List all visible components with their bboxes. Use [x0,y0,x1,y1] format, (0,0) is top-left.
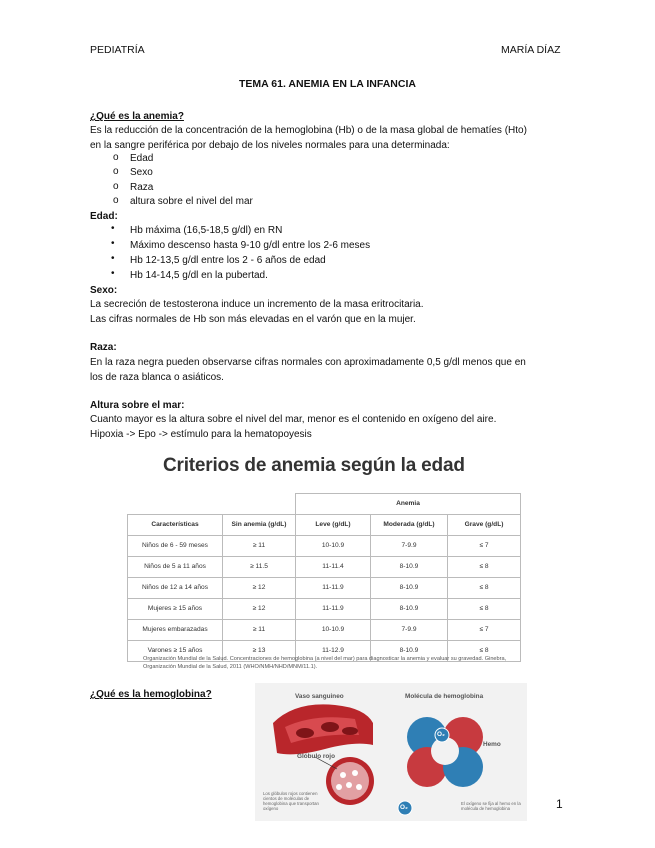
table-header: Leve (g/dL) [296,514,371,535]
list-item: Máximo descenso hasta 9-10 g/dl entre los 2-6 meses [130,240,371,251]
sexo-heading: Sexo: [90,285,118,296]
table-cell: Niños de 12 a 14 años [128,577,223,598]
altura-heading: Altura sobre el mar: [90,400,185,411]
table-cell: 8-10.9 [371,640,448,661]
circle-bullet-icon: o [113,181,119,192]
section-anemia-line2: en la sangre periférica por debajo de los niveles normales para una determinada: [90,140,450,151]
table-header: Grave (g/dL) [448,514,521,535]
circle-bullet-icon: o [113,152,119,163]
label-oxygen: O₂ [437,731,445,738]
list-item: Hb 14-14,5 g/dl en la pubertad. [130,270,268,281]
table-source: Organización Mundial de la Salud. Concentraciones de hemoglobina (a nivel del mar) para diagnosticar la anemia y evaluar su gravedad. Ginebra, Organización Mundial de la Salud, 2011 (WHO/NMH/NHD/MNM/11.1). [143,656,507,670]
table-row [128,619,521,640]
list-item: Hb 12-13,5 g/dl entre los 2 - 6 años de edad [130,255,326,266]
table-cell: ≤ 8 [448,640,521,661]
table-cell: ≥ 11 [223,535,296,556]
table-cell: ≤ 8 [448,598,521,619]
hemoglobin-illustration [255,683,527,821]
altura-line1: Cuanto mayor es la altura sobre el nivel del mar, menor es el contenido en oxígeno del aire. [90,414,497,425]
raza-line1: En la raza negra pueden observarse cifras normales con aproximadamente 0,5 g/dl menos que en [90,357,526,368]
label-red-cell: Glóbulo rojo [297,753,335,760]
table-cell: ≤ 8 [448,577,521,598]
section-hemoglobin-heading: ¿Qué es la hemoglobina? [90,689,212,700]
table-corner [223,494,296,515]
page-number: 1 [556,797,563,811]
header-right: MARÍA DÍAZ [501,44,561,56]
table-cell: ≤ 7 [448,535,521,556]
circle-bullet-icon: o [113,166,119,177]
table-header: Características [128,514,223,535]
table-cell: 8-10.9 [371,598,448,619]
criteria-table [127,493,521,662]
table-cell: Mujeres ≥ 15 años [128,598,223,619]
list-item: Edad [130,153,154,164]
raza-line2: los de raza blanca o asiáticos. [90,372,224,383]
label-oxygen: O₂ [400,804,408,811]
table-cell: 10-10.9 [296,619,371,640]
table-header: Sin anemia (g/dL) [223,514,296,535]
page-title: TEMA 61. ANEMIA EN LA INFANCIA [239,78,416,90]
raza-heading: Raza: [90,342,117,353]
list-item: Sexo [130,167,153,178]
table-row [128,556,521,577]
section-anemia-heading: ¿Qué es la anemia? [90,111,184,122]
label-hemo: Hemo [483,741,501,748]
note-red-cells: Los glóbulos rojos contienen cientos de moléculas de hemoglobina que transportan oxígeno [263,791,319,811]
table-cell: Mujeres embarazadas [128,619,223,640]
table-cell: ≥ 11.5 [223,556,296,577]
edad-heading: Edad: [90,211,118,222]
table-cell: Niños de 5 a 11 años [128,556,223,577]
table-cell: ≥ 12 [223,577,296,598]
table-cell: ≥ 12 [223,598,296,619]
table-cell: 11-11.4 [296,556,371,577]
table-row [128,598,521,619]
table-cell: 11-12.9 [296,640,371,661]
note-oxygen: El oxígeno se fija al hemo en la molécula de hemoglobina [461,801,521,811]
bullet-icon: • [111,223,115,234]
table-cell: 7-9.9 [371,535,448,556]
label-molecule: Molécula de hemoglobina [405,693,484,700]
table-cell: ≥ 13 [223,640,296,661]
table-cell: Varones ≥ 15 años [128,640,223,661]
list-item: Hb máxima (16,5-18,5 g/dl) en RN [130,225,283,236]
bullet-icon: • [111,253,115,264]
table-cell: 8-10.9 [371,577,448,598]
table-corner [128,494,223,515]
label-vessel: Vaso sanguineo [295,693,344,700]
table-cell: 11-11.9 [296,577,371,598]
list-item: altura sobre el nivel del mar [130,196,253,207]
section-anemia-line1: Es la reducción de la concentración de la hemoglobina (Hb) o de la masa global de hematíes (Hto) [90,125,527,136]
circle-bullet-icon: o [113,195,119,206]
altura-line2: Hipoxia -> Epo -> estímulo para la hematopoyesis [90,429,312,440]
table-cell: 7-9.9 [371,619,448,640]
table-cell: ≥ 11 [223,619,296,640]
sexo-line2: Las cifras normales de Hb son más elevadas en el varón que en la mujer. [90,314,416,325]
list-item: Raza [130,182,154,193]
table-header: Moderada (g/dL) [371,514,448,535]
table-row [128,577,521,598]
table-row [128,535,521,556]
table-cell: 11-11.9 [296,598,371,619]
bullet-icon: • [111,268,115,279]
table-cell: 10-10.9 [296,535,371,556]
table-cell: ≤ 8 [448,556,521,577]
sexo-line1: La secreción de testosterona induce un incremento de la masa eritrocitaria. [90,299,424,310]
table-cell: 8-10.9 [371,556,448,577]
table-cell: ≤ 7 [448,619,521,640]
figure-title: Criterios de anemia según la edad [163,455,465,476]
bullet-icon: • [111,238,115,249]
table-group-header: Anemia [296,494,521,515]
header-left: PEDIATRÍA [90,44,145,56]
table-cell: Niños de 6 - 59 meses [128,535,223,556]
